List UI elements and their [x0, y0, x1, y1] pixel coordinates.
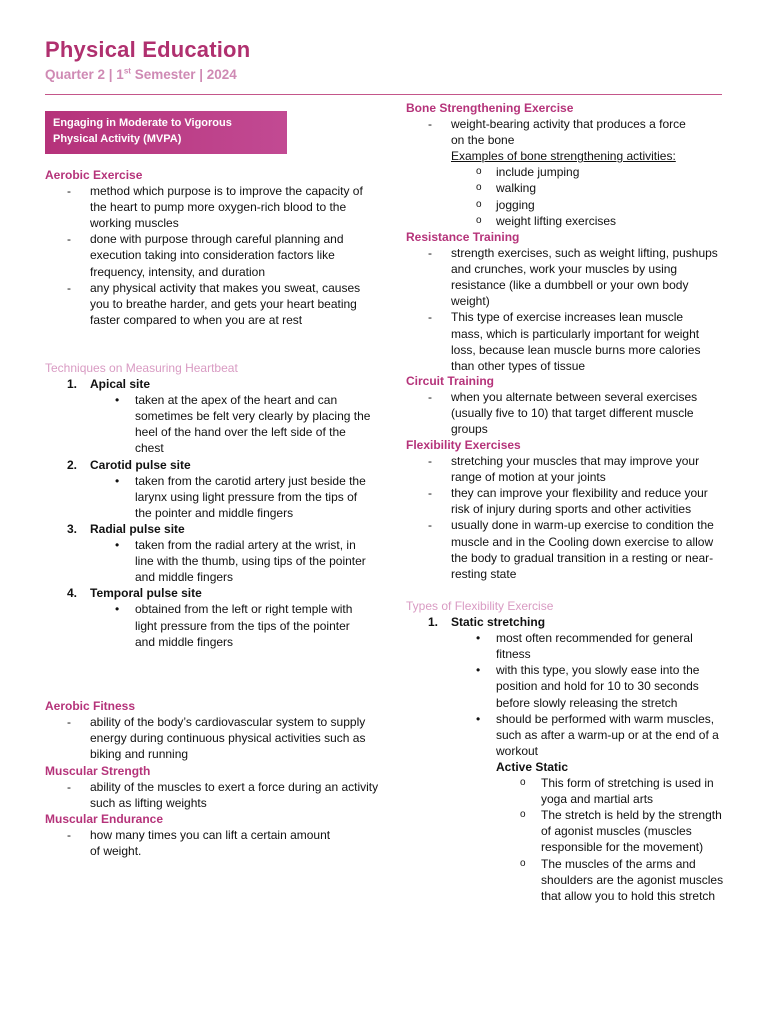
- circle-item: o jogging: [476, 197, 535, 212]
- bullet-marker: •: [115, 393, 120, 408]
- dash-marker: -: [67, 828, 71, 843]
- list-item: - usually done in warm-up exercise to condition the muscle and in the Cooling down exercise to allow the body to gradual transition in a resting or near-resting state: [428, 518, 714, 581]
- subtitle-superscript: st: [123, 66, 131, 76]
- list-item: - strength exercises, such as weight lifting, pushups and crunches, work your muscles by using resistance (like a dumbbell or your own body weight): [428, 246, 718, 309]
- active-static-label: Active Static: [496, 759, 569, 774]
- list-item: - method which purpose is to improve the capacity of the heart to pump more oxygen-rich blood to the working muscles: [67, 184, 363, 231]
- heading-circuit-training: Circuit Training: [406, 374, 495, 388]
- dash-marker: -: [428, 486, 432, 501]
- heading-types-of-flexibility: Types of Flexibility Exercise: [406, 599, 554, 613]
- list-item: - they can improve your flexibility and reduce your risk of injury during sports and other activities: [428, 486, 708, 517]
- bullet-item: • taken from the carotid artery just beside the larynx using light pressure from the tips of the pointer and middle fingers: [115, 473, 366, 520]
- list-item: - This type of exercise increases lean muscle mass, which is particularly important for weight loss, because lean muscle burns more calories than other types of tissue: [428, 310, 701, 373]
- circle-marker: o: [476, 182, 482, 194]
- bullet-marker: •: [476, 631, 481, 646]
- dash-marker: -: [428, 310, 432, 325]
- circle-marker: o: [520, 809, 526, 821]
- circle-item: o include jumping: [476, 165, 580, 180]
- list-item: - any physical activity that makes you sweat, causes you to breathe harder, and gets your heart beating faster compared to when you are at rest: [67, 280, 361, 327]
- subtitle-semester-year: Semester | 2024: [130, 67, 237, 82]
- heading-aerobic-exercise: Aerobic Exercise: [45, 168, 143, 182]
- heading-resistance-training: Resistance Training: [406, 230, 520, 244]
- section-bone-strengthening: [406, 100, 726, 229]
- bullet-item: • most often recommended for general fitness: [476, 631, 693, 662]
- bullet-item: • obtained from the left or right temple with light pressure from the tips of the pointer and middle fingers: [115, 602, 353, 649]
- numbered-item: 1. Static stretching: [428, 615, 546, 630]
- dash-marker: -: [428, 390, 432, 405]
- dash-marker: -: [428, 246, 432, 261]
- numbered-item: 2. Carotid pulse site: [67, 457, 191, 472]
- bullet-item: • taken at the apex of the heart and can sometimes be felt very clearly by placing the heel of the hand over the left side of the chest: [115, 393, 371, 456]
- dash-marker: -: [67, 780, 71, 795]
- heading-techniques: Techniques on Measuring Heartbeat: [45, 361, 238, 375]
- dash-marker: -: [67, 232, 71, 247]
- section-muscular-endurance: [45, 811, 375, 859]
- heading-bone-strengthening: Bone Strengthening Exercise: [406, 101, 574, 115]
- callout-line-1: Engaging in Moderate to Vigorous: [53, 117, 232, 129]
- numbered-item: 4. Temporal pulse site: [67, 586, 202, 601]
- page-subtitle: [45, 67, 237, 82]
- subtitle-quarter: Quarter 2 | 1: [45, 67, 124, 82]
- circle-item: o This form of stretching is used in yoga and martial arts: [520, 776, 714, 807]
- circle-item: o weight lifting exercises: [476, 213, 617, 228]
- dash-marker: -: [67, 715, 71, 730]
- heading-muscular-endurance: Muscular Endurance: [45, 812, 164, 826]
- dash-marker: -: [67, 280, 71, 295]
- circle-item: o The stretch is held by the strength of agonist muscles (muscles responsible for the movement): [520, 808, 722, 855]
- heading-flexibility-exercises: Flexibility Exercises: [406, 438, 521, 452]
- section-muscular-strength: [45, 763, 379, 811]
- list-item: - how many times you can lift a certain amount of weight.: [67, 828, 331, 859]
- section-aerobic-exercise: [45, 167, 375, 328]
- examples-label: Examples of bone strengthening activities:: [451, 149, 676, 164]
- circle-item: o walking: [476, 181, 537, 196]
- list-item: - done with purpose through careful planning and execution taking into consideration factors like frequency, intensity, and duration: [67, 232, 344, 279]
- heading-aerobic-fitness: Aerobic Fitness: [45, 699, 136, 713]
- numbered-item: 1. Apical site: [67, 377, 151, 392]
- section-resistance-training: [406, 229, 726, 374]
- section-aerobic-fitness: [45, 698, 375, 762]
- list-item: - ability of the muscles to exert a force during an activity such as lifting weights: [67, 780, 379, 811]
- dash-marker: -: [428, 117, 432, 132]
- circle-marker: o: [520, 857, 526, 869]
- section-types-of-flexibility: [406, 598, 726, 904]
- circle-marker: o: [476, 198, 482, 210]
- list-item: - ability of the body’s cardiovascular system to supply energy during continuous physical activities such as biking and running: [67, 715, 366, 762]
- heading-muscular-strength: Muscular Strength: [45, 764, 151, 778]
- circle-marker: o: [520, 777, 526, 789]
- bullet-marker: •: [115, 538, 120, 553]
- section-circuit-training: [406, 373, 726, 437]
- numbered-item: 3. Radial pulse site: [67, 521, 185, 536]
- dash-marker: -: [428, 454, 432, 469]
- bullet-item: • should be performed with warm muscles, such as after a warm-up or at the end of a workout: [476, 711, 719, 758]
- list-item: - when you alternate between several exercises (usually five to 10) that target different muscle groups: [428, 390, 698, 437]
- bullet-marker: •: [476, 711, 481, 726]
- page-title: Physical Education: [45, 37, 251, 62]
- list-item: - stretching your muscles that may improve your range of motion at your joints: [428, 454, 700, 485]
- list-item: - weight-bearing activity that produces a force on the bone: [428, 117, 686, 148]
- dash-marker: -: [67, 184, 71, 199]
- dash-marker: -: [428, 518, 432, 533]
- bullet-marker: •: [476, 663, 481, 678]
- bullet-marker: •: [115, 473, 120, 488]
- bullet-item: • taken from the radial artery at the wrist, in line with the thumb, using tips of the pointer and middle fingers: [115, 538, 366, 585]
- section-techniques: [45, 360, 375, 650]
- circle-marker: o: [476, 214, 482, 226]
- bullet-marker: •: [115, 602, 120, 617]
- mvpa-callout-box: [45, 111, 287, 154]
- callout-line-2: Physical Activity (MVPA): [53, 132, 182, 145]
- circle-marker: o: [476, 166, 482, 178]
- section-flexibility-exercises: [406, 437, 726, 582]
- circle-item: o The muscles of the arms and shoulders are the agonist muscles that allow you to hold this stretch: [520, 856, 724, 903]
- header-divider: [45, 94, 722, 95]
- bullet-item: • with this type, you slowly ease into the position and hold for 10 to 30 seconds before slowly releasing the stretch: [476, 663, 700, 710]
